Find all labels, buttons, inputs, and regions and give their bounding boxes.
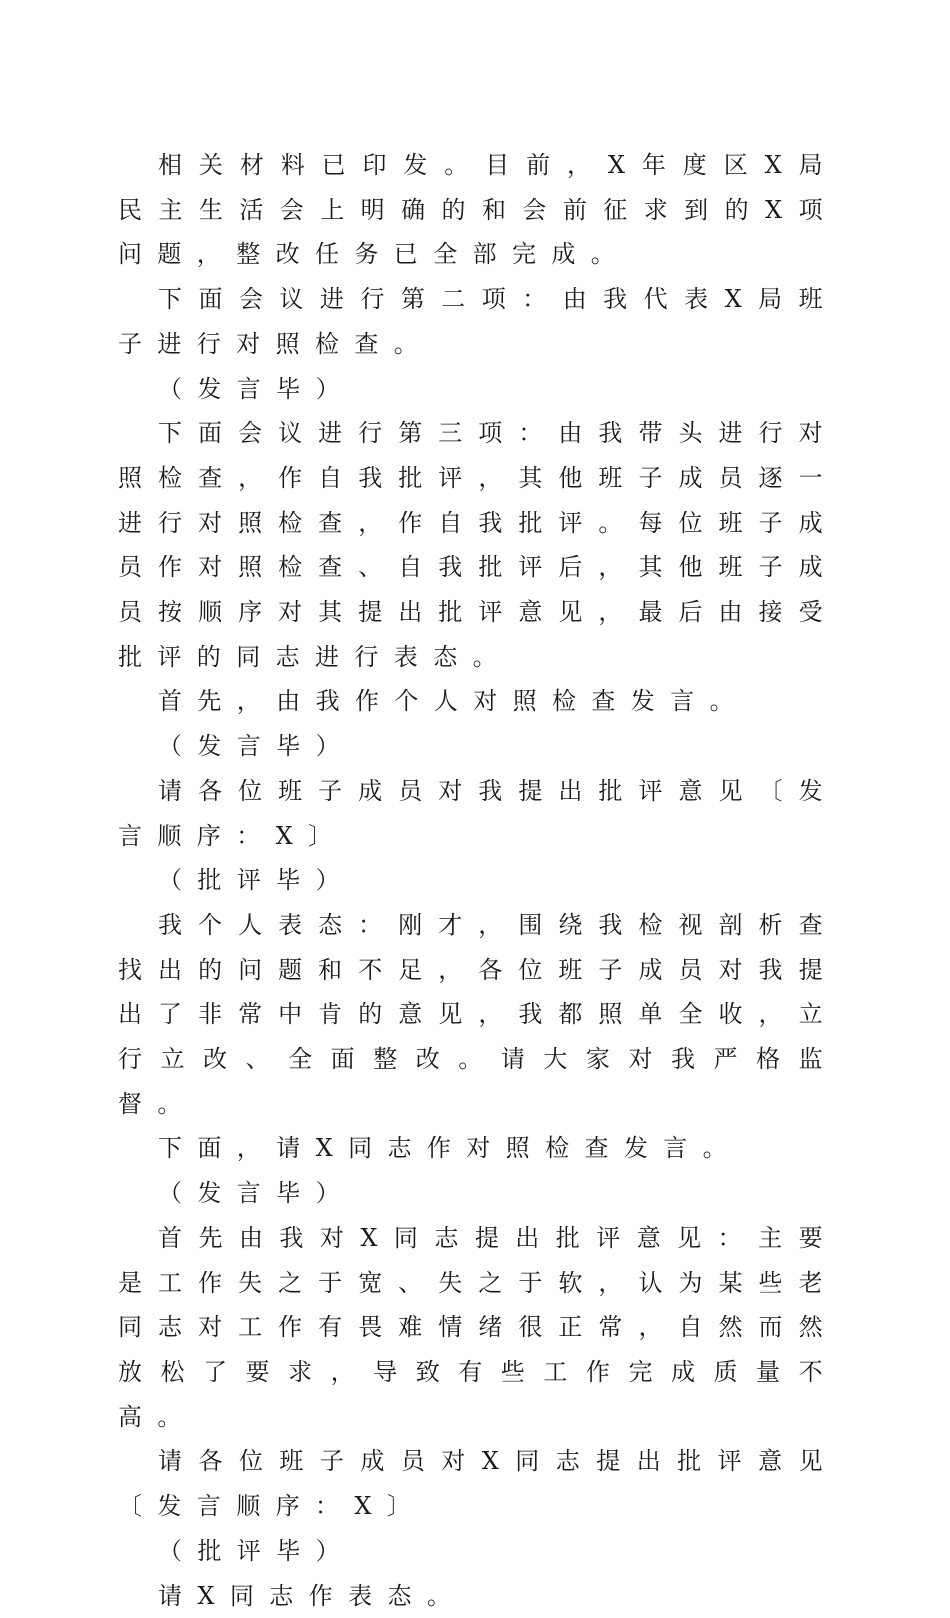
paragraph-speech-end: （发言毕） — [118, 367, 838, 412]
paragraph-item-two: 下面会议进行第二项：由我代表X局班子进行对照检查。 — [118, 277, 838, 366]
paragraph-personal-check: 首先，由我作个人对照检查发言。 — [118, 679, 838, 724]
paragraph-speech-end: （发言毕） — [118, 724, 838, 769]
paragraph-next-speaker: 下面，请X同志作对照检查发言。 — [118, 1126, 838, 1171]
paragraph-criticism-end: （批评毕） — [118, 858, 838, 903]
paragraph-speech-end: （发言毕） — [118, 1171, 838, 1216]
paragraph-personal-statement: 我个人表态：刚才，围绕我检视剖析查找出的问题和不足，各位班子成员对我提出了非常中肯的意见，我都照单全收，立行立改、全面整改。请大家对我严格监督。 — [118, 903, 838, 1127]
paragraph-criticism-end: （批评毕） — [118, 1529, 838, 1574]
paragraph-comrade-statement: 请X同志作表态。 — [118, 1574, 838, 1618]
paragraph-materials-issued: 相关材料已印发。目前，X年度区X局民主生活会上明确的和会前征求到的X项问题，整改任务已全部完成。 — [118, 143, 838, 277]
document-body — [118, 143, 838, 1618]
paragraph-request-criticism: 请各位班子成员对我提出批评意见〔发言顺序：X〕 — [118, 769, 838, 858]
paragraph-criticism-of-comrade: 首先由我对X同志提出批评意见：主要是工作失之于宽、失之于软，认为某些老同志对工作有畏难情绪很正常，自然而然放松了要求，导致有些工作完成质量不高。 — [118, 1216, 838, 1440]
paragraph-request-criticism-comrade: 请各位班子成员对X同志提出批评意见〔发言顺序：X〕 — [118, 1439, 838, 1528]
paragraph-item-three: 下面会议进行第三项：由我带头进行对照检查，作自我批评，其他班子成员逐一进行对照检查，作自我批评。每位班子成员作对照检查、自我批评后，其他班子成员按顺序对其提出批评意见，最后由接受批评的同志进行表态。 — [118, 411, 838, 679]
